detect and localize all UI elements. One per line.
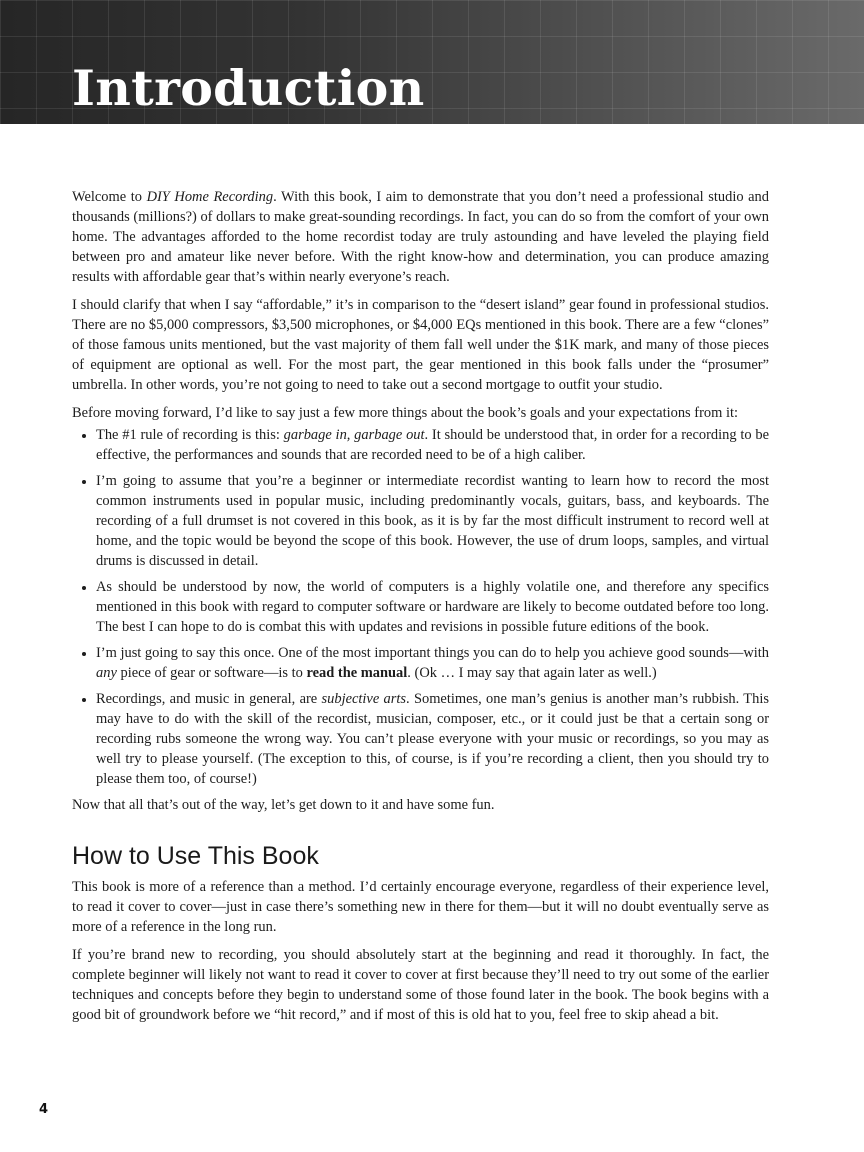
- bullet-5-text-b: . Sometimes, one man’s genius is another man’s rubbish. This may have to do with the skill of the recordist, musician, composer, etc., or it could just be that a certain song or recording rubs someone the wrong way. You can’t please everyone with your music or recordings, so you may as well try to please yourself. (The exception to this, of course, is if you’re recording a client, then you should try to please them too, of course!): [96, 691, 769, 787]
- intro-p1-text-b: . With this book, I aim to demonstrate that you don’t need a professional studio and thousands (millions?) of dollars to make great-sounding recordings. In fact, you can do so from the comfort of your own home. The advantages afforded to the home recordist today are truly astounding and have leveled the playing field between pro and amateur like never before. With the right know-how and determination, you can produce amazing results with affordable gear that’s within nearly everyone’s reach.: [72, 189, 769, 285]
- bullet-1-text-a: The #1 rule of recording is this:: [96, 427, 284, 443]
- intro-paragraph-2: I should clarify that when I say “affordable,” it’s in comparison to the “desert island” gear found in professional studios. There are no $5,000 compressors, $3,500 microphones, or $4,000 EQs mentioned in this book. There are a few “clones” of those famous units mentioned, but the vast majority of them fall well under the $1K mark, and many of those pieces of equipment are optional as well. For the most part, the gear mentioned in this book falls under the “prosumer” umbrella. In other words, you’re not going to need to take out a second mortgage to outfit your studio.: [72, 297, 769, 393]
- intro-paragraph-1: [72, 187, 769, 287]
- bullet-4-text-b: piece of gear or software—is to: [116, 665, 307, 681]
- chapter-title: Introduction: [72, 59, 425, 117]
- list-item: [96, 643, 769, 683]
- bullet-4-emphasis: any: [96, 665, 117, 681]
- list-item: [96, 689, 769, 789]
- bullet-1-emphasis: garbage in, garbage out: [283, 427, 425, 443]
- book-title: DIY Home Recording: [146, 189, 274, 205]
- bullet-1-text-b: . It should be understood that, in order for a recording to be effective, the performances and sounds that are recorded need to be of a high caliber.: [96, 427, 769, 463]
- bullet-5-text-a: Recordings, and music in general, are: [96, 691, 322, 707]
- list-item: • As should be understood by now, the world of computers is a highly volatile one, and therefore any specifics mentioned in this book with regard to computer software or hardware are likely to become outdated before too long. The best I can hope to do is combat this with updates and revisions in possible future editions of the book.: [96, 577, 769, 637]
- list-item: • I’m going to assume that you’re a beginner or intermediate recordist wanting to learn how to record the most common instruments used in popular music, including predominantly vocals, guitars, bass, and keyboards. The recording of a full drumset is not covered in this book, as it is by far the most difficult instrument to record well at home, and the topic would be beyond the scope of this book. However, the use of drum loops, samples, and virtual drums is discussed in detail.: [96, 471, 769, 571]
- how-to-use-paragraph-2: If you’re brand new to recording, you should absolutely start at the beginning and read it thoroughly. In fact, the complete beginner will likely not want to read it cover to cover at first because they’ll need to try out some of the earlier techniques and concepts before they begin to understand some of those found later in the book. The book begins with a good bit of groundwork before we “hit record,” and if most of this is old hat to you, feel free to skip ahead a bit.: [72, 947, 769, 1023]
- bullet-5-emphasis: subjective arts: [321, 691, 407, 707]
- intro-p1-text-a: Welcome to: [72, 189, 147, 205]
- how-to-use-paragraph-1: This book is more of a reference than a method. I’d certainly encourage everyone, regardless of their experience level, to read it cover to cover—just in case there’s something new in there for them—but it will no doubt eventually serve as more of a reference in the long run.: [72, 879, 769, 935]
- section-heading-how-to-use: How to Use This Book: [72, 842, 319, 870]
- chapter-banner: [0, 0, 864, 124]
- page-body: [72, 187, 769, 1033]
- intro-paragraph-4: Now that all that’s out of the way, let’s get down to it and have some fun.: [72, 797, 495, 813]
- intro-paragraph-3: Before moving forward, I’d like to say just a few more things about the book’s goals and your expectations from it:: [72, 405, 738, 421]
- bullet-4-text-c: . (Ok … I may say that again later as well.): [407, 665, 657, 681]
- bullet-4-text-a: I’m just going to say this once. One of the most important things you can do to help you achieve good sounds—with: [96, 645, 769, 661]
- bullet-4-strong: read the manual: [306, 665, 408, 681]
- goals-list: [72, 425, 769, 789]
- page-number: 4: [39, 1102, 49, 1117]
- list-item: [96, 425, 769, 465]
